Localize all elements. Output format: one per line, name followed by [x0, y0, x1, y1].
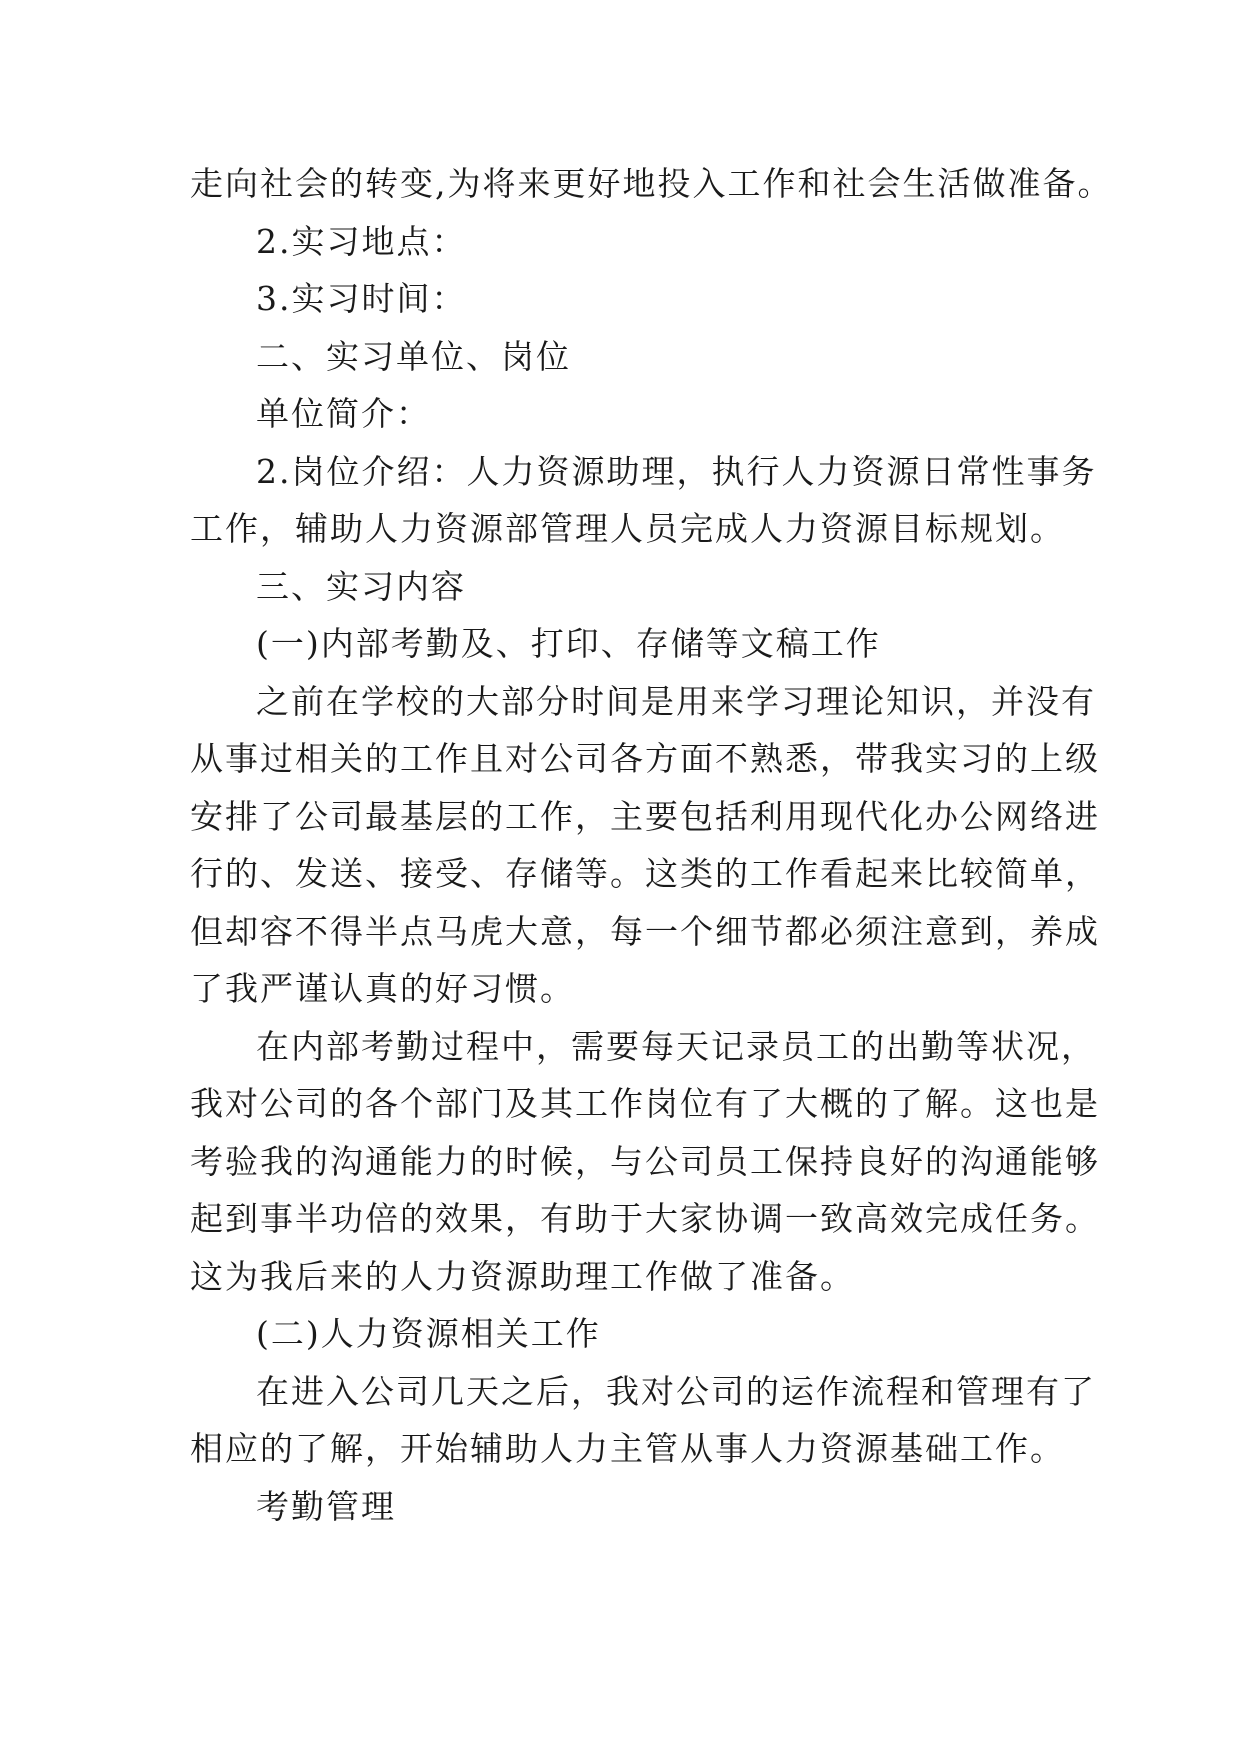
section-heading-unit: 二、实习单位、岗位 [256, 336, 571, 376]
section-heading-content: 三、实习内容 [256, 566, 466, 606]
body-line: 但却容不得半点马虎大意，每一个细节都必须注意到，养成 [190, 911, 1100, 951]
body-line: 了我严谨认真的好习惯。 [190, 969, 575, 1008]
body-line: 在进入公司几天之后，我对公司的运作流程和管理有了 [256, 1371, 1096, 1411]
body-line: 2.岗位介绍：人力资源助理，执行人力资源日常性事务 [256, 451, 1097, 491]
body-line: 相应的了解，开始辅助人力主管从事人力资源基础工作。 [190, 1429, 1065, 1468]
body-line: 在内部考勤过程中，需要每天记录员工的出勤等状况， [256, 1026, 1096, 1066]
body-line: 从事过相关的工作且对公司各方面不熟悉，带我实习的上级 [190, 739, 1100, 778]
body-line: 之前在学校的大部分时间是用来学习理论知识，并没有 [256, 681, 1096, 721]
subsection-heading-1: (一)内部考勤及、打印、存储等文稿工作 [256, 624, 881, 663]
section-item-unit-intro: 单位简介： [256, 394, 431, 433]
section-item-time: 3.实习时间： [256, 279, 467, 318]
document-body [190, 155, 1113, 1535]
body-line: 这为我后来的人力资源助理工作做了准备。 [190, 1256, 855, 1296]
body-line: 走向社会的转变,为将来更好地投入工作和社会生活做准备。 [190, 164, 1113, 203]
body-line: 行的、发送、接受、存储等。这类的工作看起来比较简单， [190, 854, 1100, 893]
body-line: 工作，辅助人力资源部管理人员完成人力资源目标规划。 [190, 509, 1065, 548]
body-line: 考验我的沟通能力的时候，与公司员工保持良好的沟通能够 [190, 1141, 1100, 1181]
section-item-location: 2.实习地点： [256, 221, 467, 261]
body-line: 我对公司的各个部门及其工作岗位有了大概的了解。这也是 [190, 1084, 1100, 1123]
subsection-heading-attendance: 考勤管理 [256, 1486, 396, 1526]
body-line: 起到事半功倍的效果，有助于大家协调一致高效完成任务。 [190, 1199, 1100, 1238]
subsection-heading-2: (二)人力资源相关工作 [256, 1314, 601, 1353]
body-line: 安排了公司最基层的工作，主要包括利用现代化办公网络进 [190, 796, 1100, 836]
